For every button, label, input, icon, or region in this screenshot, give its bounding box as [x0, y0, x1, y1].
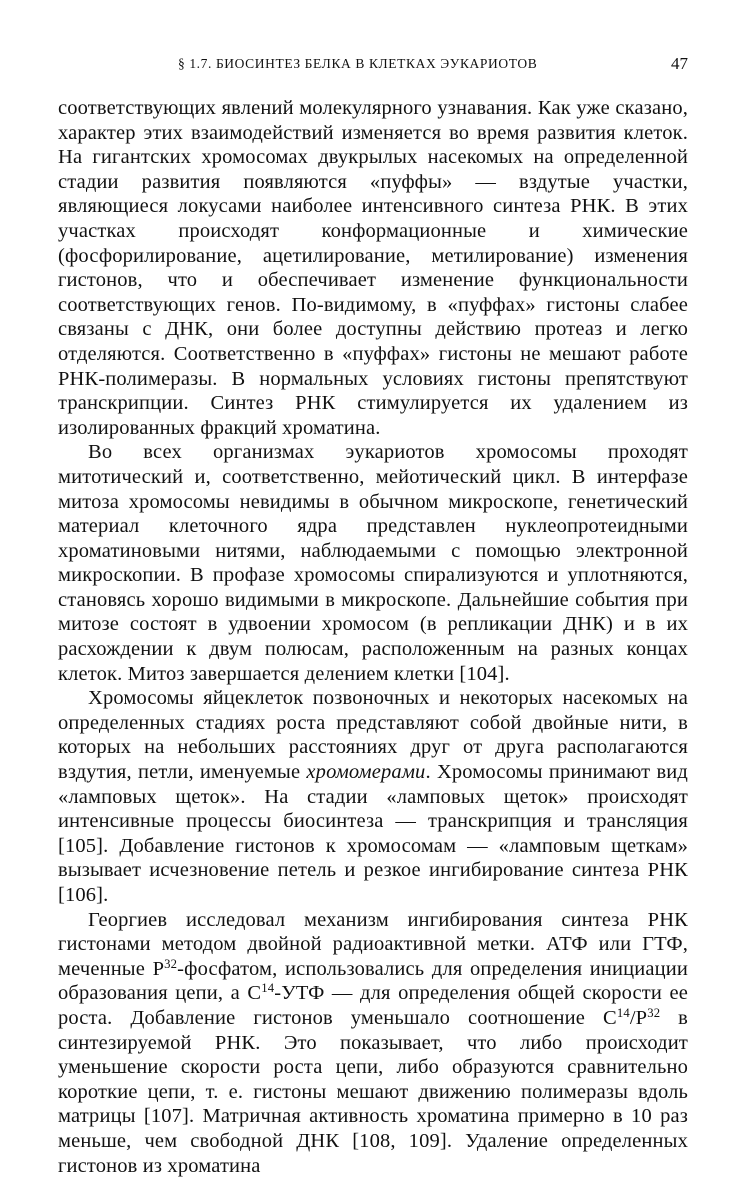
paragraph-2: Во всех организмах эукариотов хромосомы проходят митотический и, соответственно, мейотический цикл. В интерфазе митоза хромосомы невидимы в обычном микроскопе, генетический материал клеточного ядра представлен нуклеопротеидными хроматиновыми нитями, наблюдаемыми с помощью электронной микроскопии. В профазе хромосомы спирализуются и уплотняются, становясь хорошо видимыми в микроскопе. Дальнейшие события при митозе состоят в удвоении хромосом (в репликации ДНК) и в их расхождении к двум полюсам, расположенным на разных концах клеток. Митоз завершается делением клетки [104]. [58, 441, 688, 685]
paragraph-4-text-1: Георгиев исследовал механизм ингибирования синтеза РНК гистонами методом двойной радиоактивной метки. АТФ или ГТФ, меченные Р [58, 908, 688, 980]
superscript-c14: 14 [261, 981, 275, 996]
running-header [58, 52, 688, 76]
superscript-p32: 32 [164, 956, 178, 971]
paragraph-4-text-3: -УТФ — для определения общей скорости ее роста. Добавление гистонов уменьшало соотношение С [58, 982, 688, 1029]
superscript-p32-ratio: 32 [647, 1005, 661, 1020]
paragraph-1: соответствующих явлений молекулярного узнавания. Как уже сказано, характер этих взаимодействий изменяется во время развития клеток. На гигантских хромосомах двукрылых насекомых на определенной стадии развития появляются «пуффы» — вздутые участки, являющиеся локусами наиболее интенсивного синтеза РНК. В этих участках происходят конформационные и химические (фосфорилирование, ацетилирование, метилирование) изменения гистонов, что и обеспечивает изменение функциональности соответствующих генов. По-видимому, в «пуффах» гистоны слабее связаны с ДНК, они более доступны действию протеаз и легко отделяются. Соответственно в «пуффах» гистоны не мешают работе РНК-полимеразы. В нормальных условиях гистоны препятствуют транскрипции. Синтез РНК стимулируется их удалением из изолированных фракций хроматина. [58, 97, 688, 439]
paragraph-3-text-before: Хромосомы яйцеклеток позвоночных и некоторых насекомых на определенных стадиях роста представляют собой двойные нити, в которых на небольших расстояниях друг от друга располагаются вздутия, петли, именуемые [58, 687, 688, 784]
paragraph-3-text-after: . Хромосомы принимают вид «ламповых щеток». На стадии «ламповых щеток» происходят интенсивные процессы биосинтеза — транскрипция и трансляция [105]. Добавление гистонов к хромосомам — «ламповым щеткам» вызывает исчезновение петель и резкое ингибирование синтеза РНК [106]. [58, 761, 688, 906]
paragraph-4-text-4: /Р [629, 1006, 648, 1029]
italic-term: хромомерами [306, 761, 426, 784]
paragraph-3 [58, 686, 688, 907]
superscript-c14-ratio: 14 [616, 1005, 630, 1020]
paragraph-4-text-5: в синтезируемой РНК. Это показывает, что либо происходит уменьшение скорости роста цепи, либо образуются сравнительно короткие цепи, т. е. гистоны мешают движению полимеразы вдоль матрицы [107]. Матричная активность хроматина примерно в 10 раз меньше, чем свободной ДНК [108, 109]. Удаление определенных гистонов из хроматина [58, 1006, 689, 1177]
paragraph-4 [58, 908, 688, 1178]
body-text [58, 96, 688, 1178]
page-number: 47 [671, 54, 688, 73]
paragraph-4-text-2: -фосфатом, использовались для определения инициации образования цепи, а С [58, 957, 689, 1005]
running-title: § 1.7. БИОСИНТЕЗ БЕЛКА В КЛЕТКАХ ЭУКАРИОТОВ [178, 56, 538, 71]
